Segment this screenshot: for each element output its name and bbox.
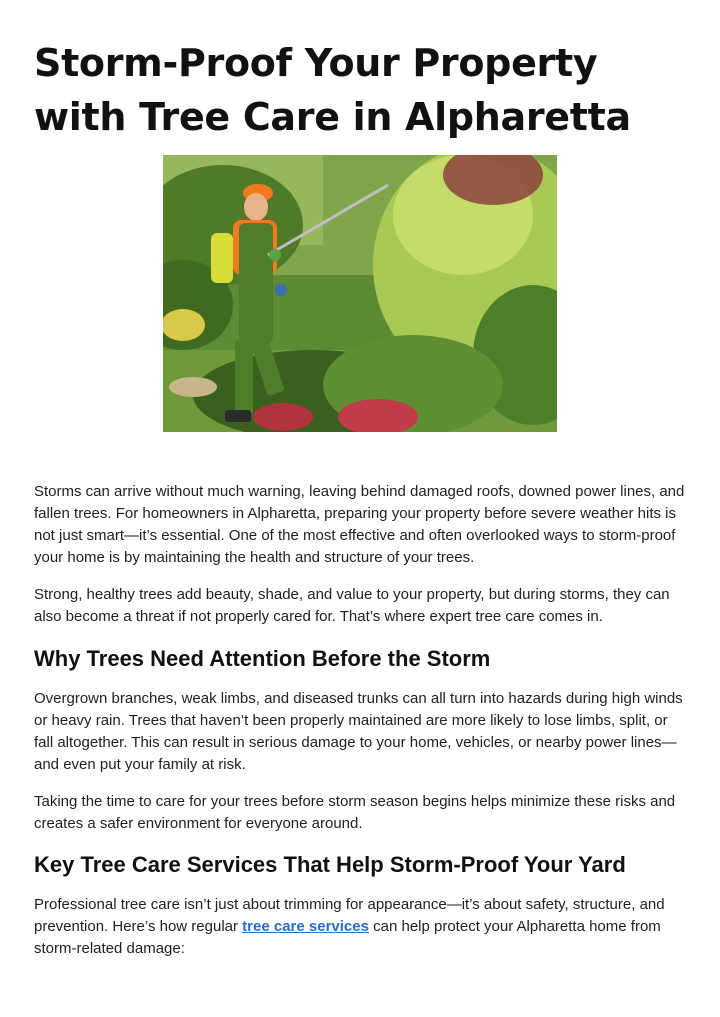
page-title: Storm-Proof Your Property with Tree Care in Alpharetta — [34, 41, 631, 139]
tree-care-services-link[interactable]: tree care services — [242, 918, 369, 935]
hero-image — [163, 155, 557, 432]
section2-text-after-link: can help protect your Alpharetta home from storm-related damage: — [34, 918, 661, 957]
section2-text-before-link: Professional tree care isn’t just about trimming for appearance—it’s about safety, structure, and prevention. Here’s how regular — [34, 896, 665, 935]
intro-paragraph-2: Strong, healthy trees add beauty, shade, and value to your property, but during storms, they can also become a threat if not properly cared for. That’s where expert tree care comes in. — [34, 586, 670, 625]
section2-paragraph-1 — [34, 894, 689, 960]
section-heading-why-trees: Why Trees Need Attention Before the Storm — [34, 646, 491, 671]
intro-paragraph-1: Storms can arrive without much warning, leaving behind damaged roofs, downed power lines, and fallen trees. For homeowners in Alpharetta, preparing your property before severe weather hits is not just smart—it’s essential. One of the most effective and often overlooked ways to storm-proof your home is by maintaining the health and structure of your trees. — [34, 483, 685, 566]
gardener-spraying-trees-illustration — [163, 155, 557, 432]
section1-paragraph-1: Overgrown branches, weak limbs, and diseased trunks can all turn into hazards during high winds or heavy rain. Trees that haven’t been properly maintained are more likely to lose limbs, split, or fall altogether. This can result in serious damage to your home, vehicles, or nearby power lines—and even put your family at risk. — [34, 690, 683, 773]
section-heading-key-services: Key Tree Care Services That Help Storm-Proof Your Yard — [34, 852, 626, 877]
section1-paragraph-2: Taking the time to care for your trees before storm season begins helps minimize these risks and creates a safer environment for everyone around. — [34, 793, 676, 832]
